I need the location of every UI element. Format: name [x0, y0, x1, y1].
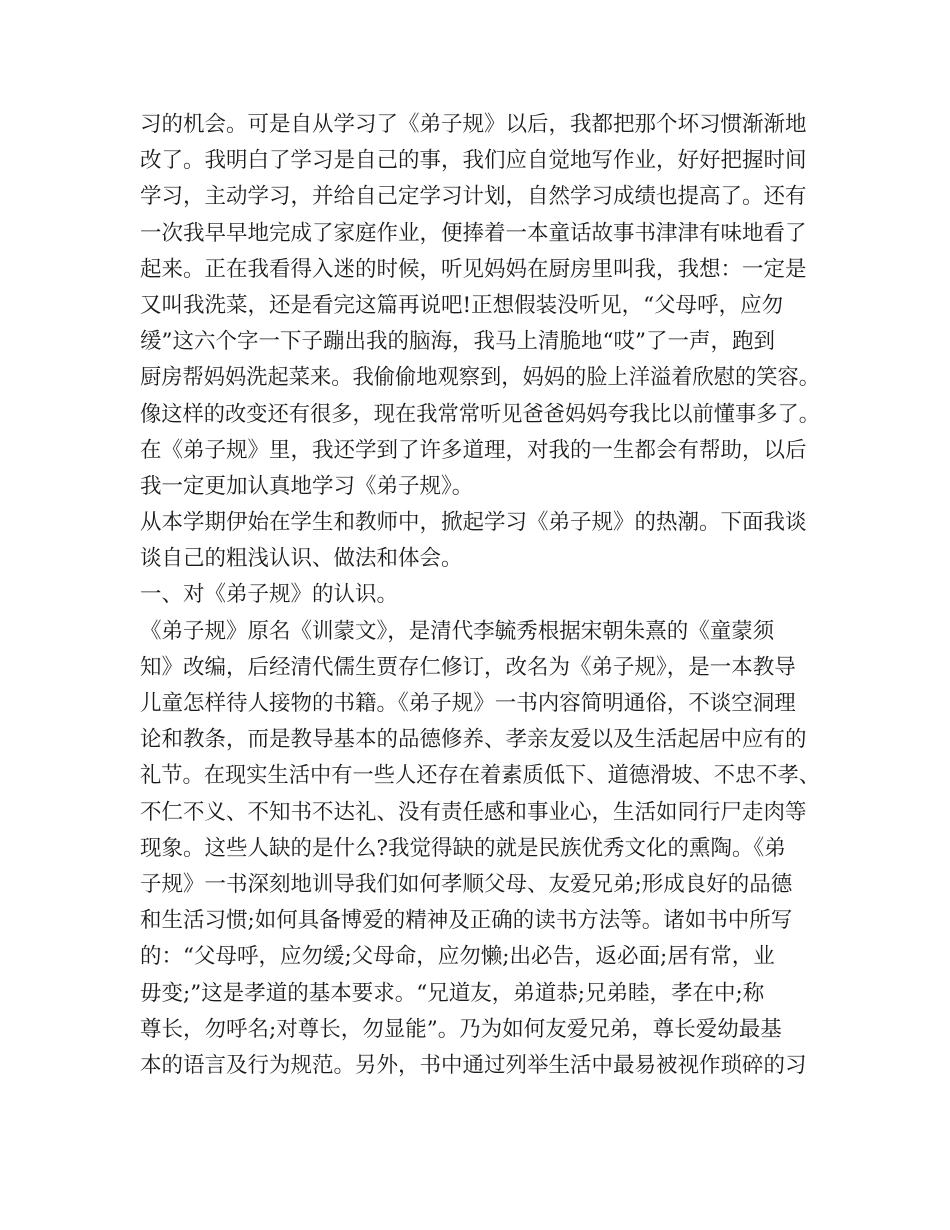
- text-line: 像这样的改变还有很多，现在我常常听见爸爸妈妈夸我比以前懂事多了。: [140, 401, 821, 427]
- text-line: 在《弟子规》里，我还学到了许多道理，对我的一生都会有帮助，以后: [140, 437, 807, 463]
- text-line: 的：“父母呼，应勿缓;父母命，应勿懒;出必告，返必面;居有常，业: [140, 944, 775, 970]
- text-line: 尊长，勿呼名;对尊长，勿显能”。乃为如何友爱兄弟，尊长爱幼最基: [140, 1016, 782, 1042]
- body-text: [140, 107, 820, 1084]
- text-line: 礼节。在现实生活中有一些人还存在着素质低下、道德滑坡、不忠不孝、: [140, 763, 821, 789]
- text-line: 缓”这六个字一下子蹦出我的脑海，我马上清脆地“哎”了一声，跑到: [140, 329, 775, 355]
- text-line: 我一定更加认真地学习《弟子规》。: [140, 473, 474, 499]
- text-line: 子规》一书深刻地训导我们如何孝顺父母、友爱兄弟;形成良好的品德: [140, 871, 793, 897]
- text-line: 现象。这些人缺的是什么?我觉得缺的就是民族优秀文化的熏陶。《弟: [140, 835, 786, 861]
- text-line: 从本学期伊始在学生和教师中，掀起学习《弟子规》的热潮。下面我谈: [140, 510, 807, 536]
- text-line: 一次我早早地完成了家庭作业，便捧着一本童话故事书津津有味地看了: [140, 220, 807, 246]
- text-line: 习的机会。可是自从学习了《弟子规》以后，我都把那个坏习惯渐渐地: [140, 112, 807, 137]
- text-line: 儿童怎样待人接物的书籍。《弟子规》一书内容简明通俗，不谈空洞理: [140, 691, 796, 716]
- text-line: 学习，主动学习，并给自己定学习计划，自然学习成绩也提高了。还有: [140, 184, 807, 210]
- text-line: 本的语言及行为规范。另外，书中通过列举生活中最易被视作琐碎的习: [140, 1052, 807, 1078]
- text-line: 不仁不义、不知书不达礼、没有责任感和事业心，生活如同行尸走肉等: [140, 799, 807, 825]
- section-heading: 一、对《弟子规》的认识。: [140, 582, 399, 608]
- text-line: 改了。我明白了学习是自己的事，我们应自觉地写作业，好好把握时间: [140, 148, 807, 174]
- text-line: 起来。正在我看得入迷的时候，听见妈妈在厨房里叫我，我想：一定是: [140, 256, 807, 282]
- text-line: 和生活习惯;如何具备博爱的精神及正确的读书方法等。诸如书中所写: [140, 908, 793, 934]
- text-line: 谈自己的粗浅认识、做法和体会。: [140, 546, 463, 572]
- text-line: 厨房帮妈妈洗起菜来。我偷偷地观察到，妈妈的脸上洋溢着欣慰的笑容。: [140, 365, 821, 391]
- text-line: 又叫我洗菜，还是看完这篇再说吧!正想假装没听见，“父母呼，应勿: [140, 292, 784, 318]
- text-line: 知》改编，后经清代儒生贾存仁修订，改名为《弟子规》，是一本教导: [140, 654, 796, 680]
- text-line: 论和教条，而是教导基本的品德修养、孝亲友爱以及生活起居中应有的: [140, 727, 807, 753]
- text-line: 毋变;”这是孝道的基本要求。“兄道友，弟道恭;兄弟睦，孝在中;称: [140, 980, 765, 1006]
- text-line: 《弟子规》原名《训蒙文》，是清代李毓秀根据宋朝朱熹的《童蒙须: [140, 618, 775, 644]
